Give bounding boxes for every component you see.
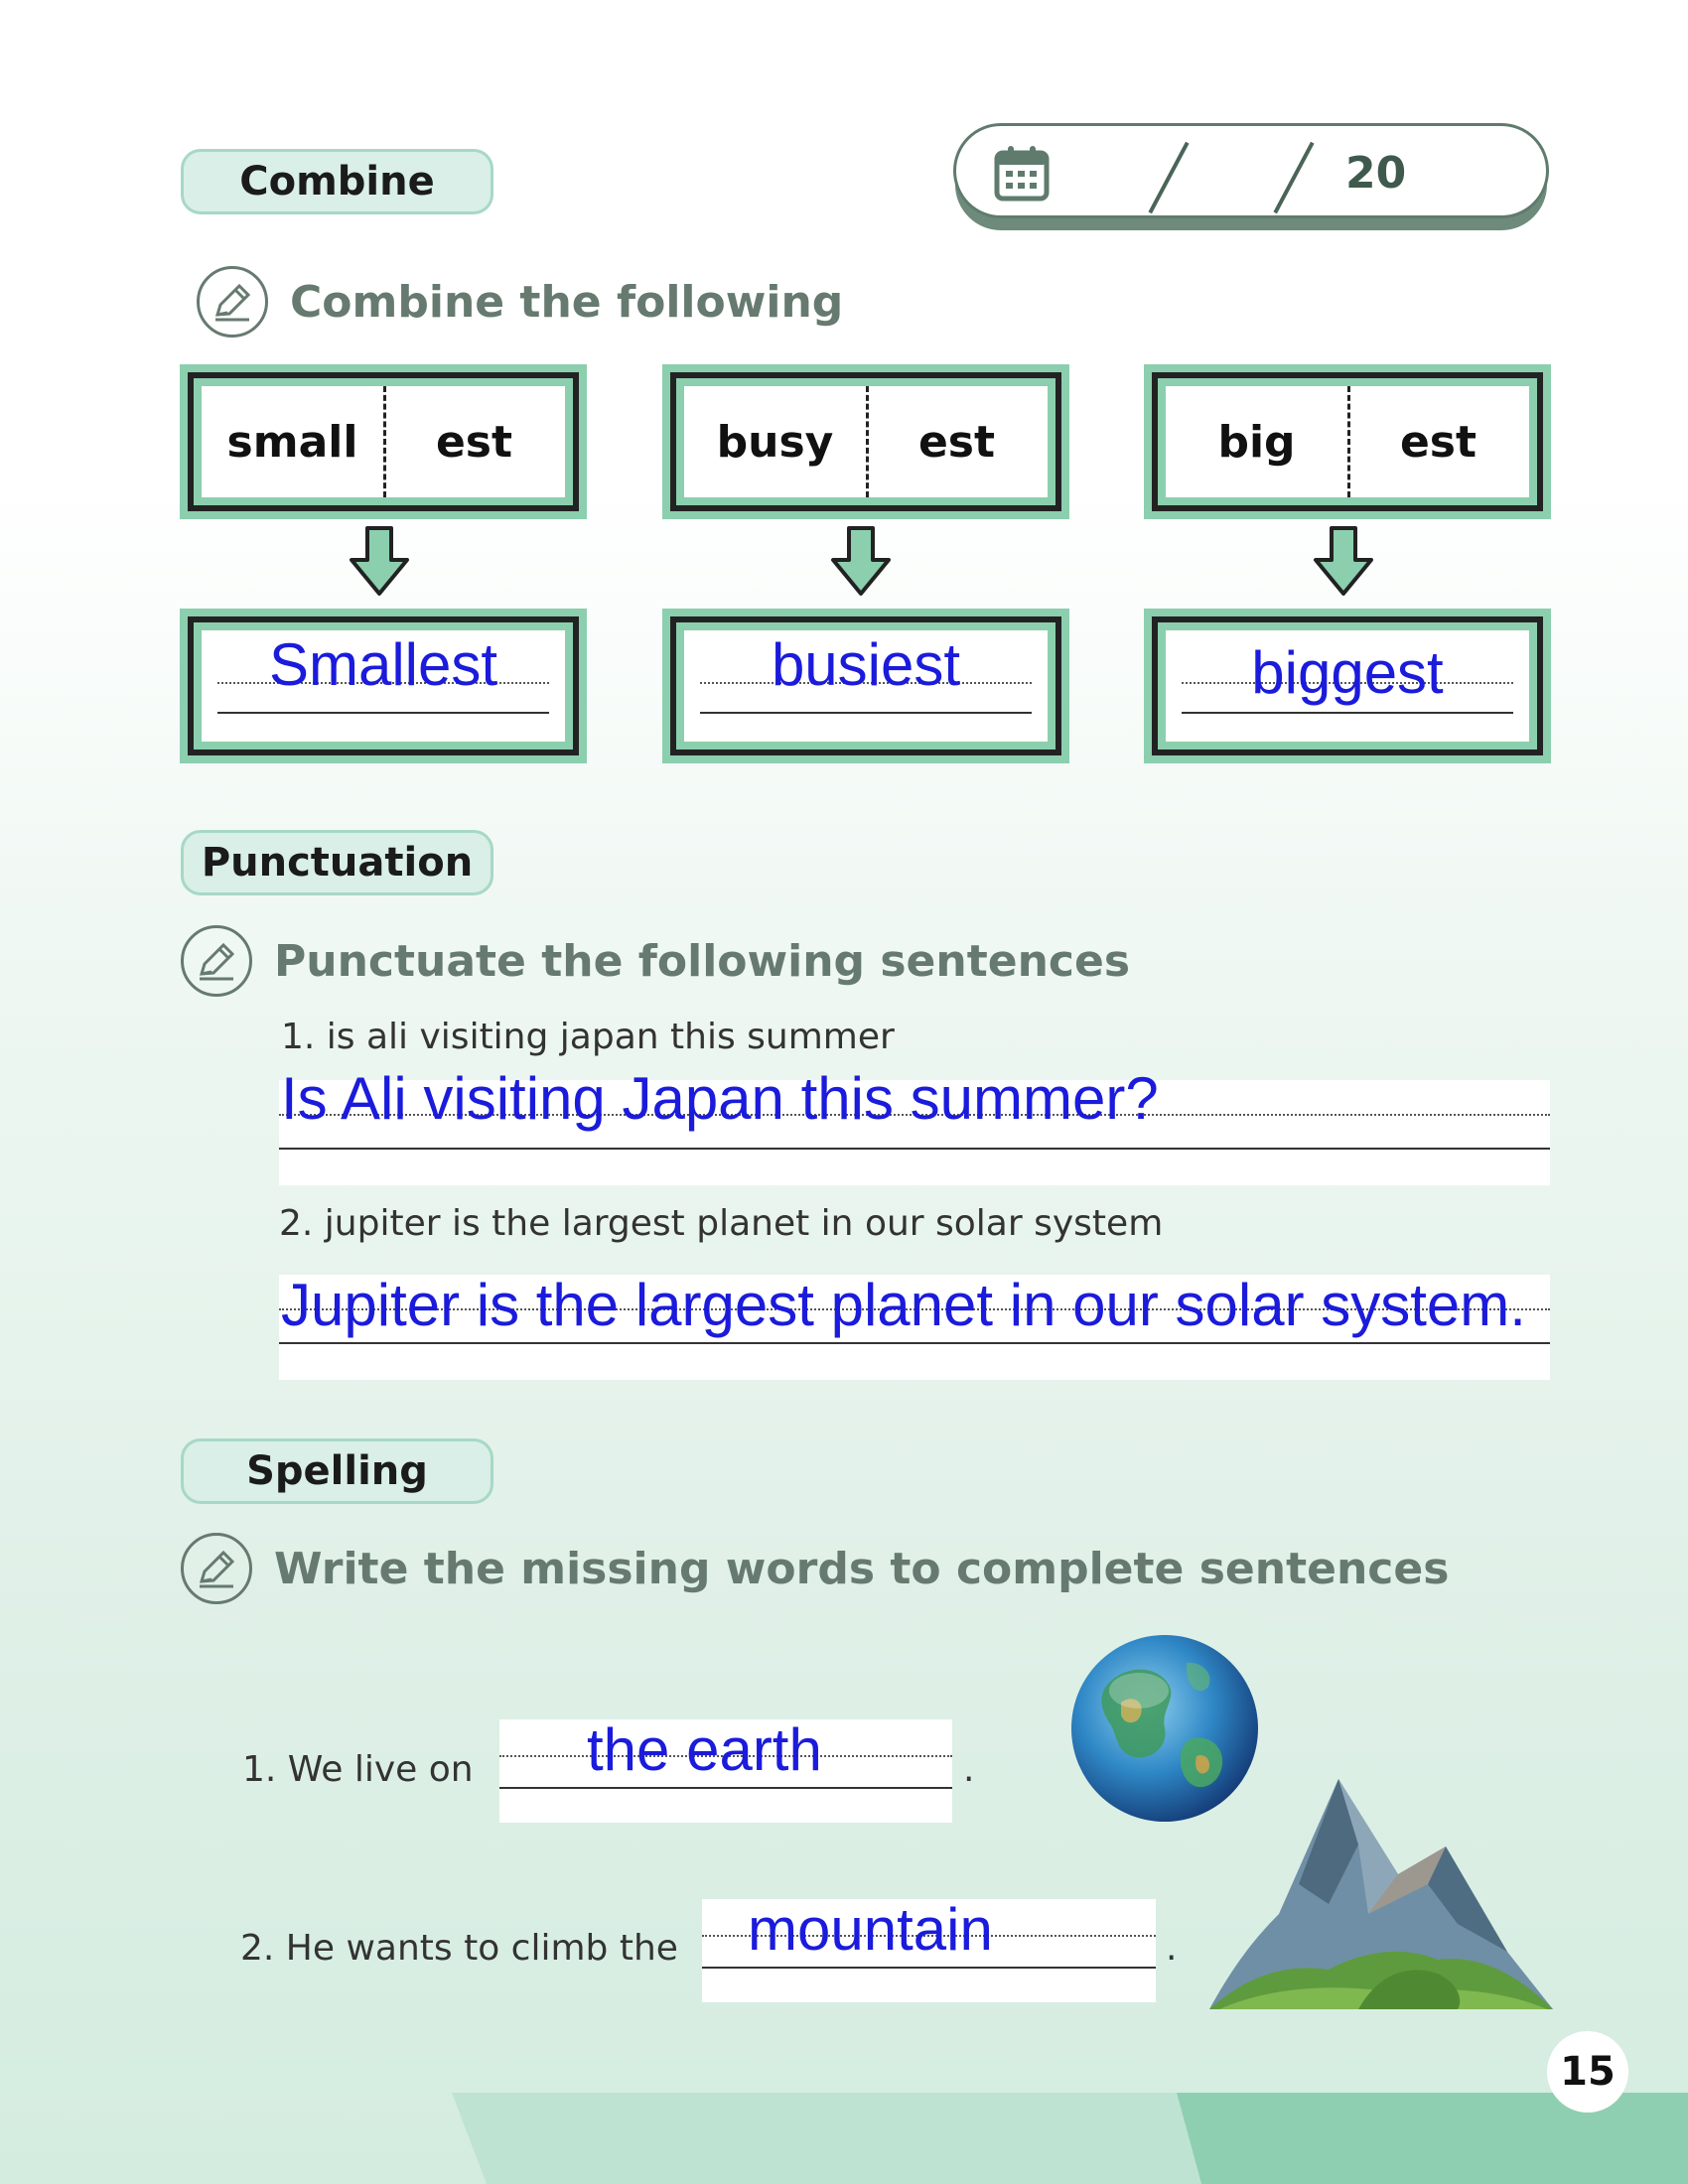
page-number-text: 15: [1560, 2049, 1616, 2095]
instruction-punctuation: [181, 925, 1130, 997]
pencil-icon: [197, 266, 268, 338]
section-pill-combine: [181, 149, 493, 214]
date-separator: [1148, 142, 1189, 214]
pencil-icon: [181, 1533, 252, 1604]
date-separator: [1273, 142, 1314, 214]
word-root: big: [1217, 416, 1296, 468]
base-line: [702, 1967, 1156, 1969]
arrow-down-icon: [1312, 526, 1375, 598]
handwritten-answer: Smallest: [268, 631, 498, 698]
word-root: small: [226, 416, 358, 468]
section-pill-label: Punctuation: [201, 840, 474, 886]
instruction-text: Combine the following: [290, 276, 844, 328]
instruction-text: Write the missing words to complete sentences: [274, 1543, 1450, 1594]
sentence-prompt: 1. is ali visiting japan this summer: [281, 1017, 895, 1057]
answer-box[interactable]: [180, 609, 587, 763]
base-line: [279, 1342, 1550, 1344]
sentence-prompt: 2. jupiter is the largest planet in our solar system: [279, 1203, 1164, 1244]
handwritten-answer: Is Ali visiting Japan this summer?: [281, 1065, 1159, 1132]
base-line: [217, 712, 549, 714]
instruction-combine: [197, 266, 843, 338]
handwritten-answer: mountain: [748, 1896, 993, 1963]
sentence-prompt: 2. He wants to climb the: [240, 1928, 678, 1969]
mountain-illustration: [1209, 1775, 1561, 2019]
word-suffix: est: [435, 416, 513, 468]
word-parts-box: [662, 364, 1069, 519]
footer-band: [0, 2093, 1688, 2184]
word-suffix: est: [1399, 416, 1477, 468]
answer-box[interactable]: [662, 609, 1069, 763]
word-root: busy: [716, 416, 834, 468]
missing-word-box[interactable]: [702, 1896, 1156, 2002]
base-line: [700, 712, 1032, 714]
page-number: [1547, 2031, 1628, 2113]
instruction-spelling: [181, 1533, 1449, 1604]
sentence-prompt: 1. We live on: [242, 1749, 474, 1790]
sentence-period: .: [1166, 1928, 1178, 1969]
date-year: 20: [1345, 148, 1407, 199]
arrow-down-icon: [829, 526, 893, 598]
word-suffix: est: [917, 416, 996, 468]
sentence-answer-box[interactable]: [279, 1065, 1550, 1185]
section-pill-spelling: [181, 1438, 493, 1504]
calendar-icon: [994, 144, 1050, 202]
missing-word-box[interactable]: [499, 1716, 952, 1823]
base-line: [1182, 712, 1513, 714]
handwritten-answer: Jupiter is the largest planet in our solar system.: [281, 1272, 1526, 1338]
answer-box[interactable]: [1144, 609, 1551, 763]
handwritten-answer: the earth: [587, 1716, 822, 1783]
section-pill-label: Spelling: [246, 1448, 428, 1494]
section-pill-label: Combine: [239, 159, 435, 205]
date-box: [953, 123, 1549, 218]
sentence-answer-box[interactable]: [279, 1272, 1550, 1380]
pencil-icon: [181, 925, 252, 997]
arrow-down-icon: [348, 526, 411, 598]
handwritten-answer: biggest: [1251, 639, 1444, 706]
base-line: [499, 1787, 952, 1789]
section-pill-punctuation: [181, 830, 493, 895]
word-parts-box: [1144, 364, 1551, 519]
base-line: [279, 1148, 1550, 1150]
instruction-text: Punctuate the following sentences: [274, 935, 1131, 987]
word-parts-box: [180, 364, 587, 519]
handwritten-answer: busiest: [771, 631, 961, 698]
sentence-period: .: [963, 1749, 975, 1790]
